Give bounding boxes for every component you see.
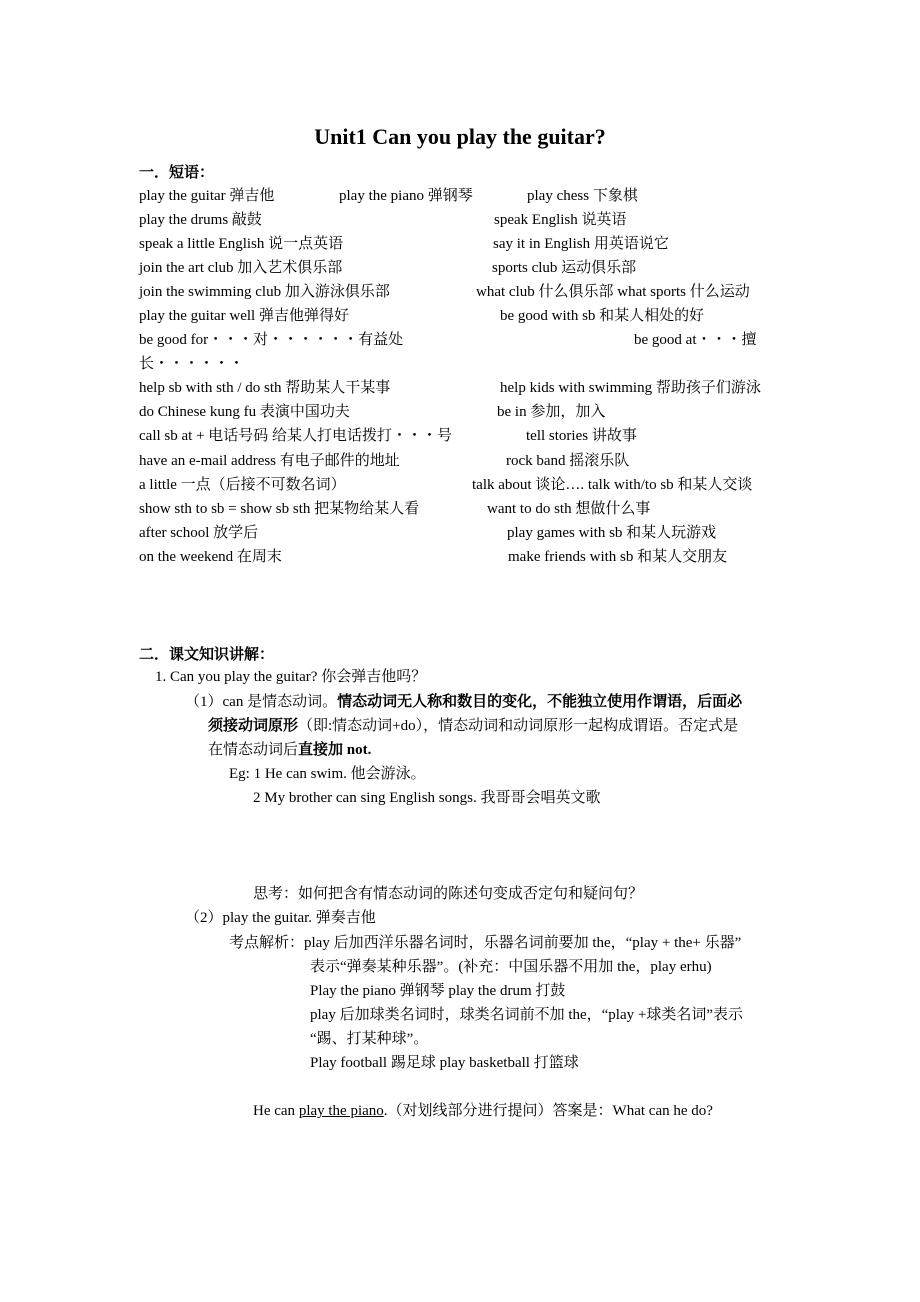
phrase: make friends with sb 和某人交朋友 — [508, 549, 728, 565]
phrase: play chess 下象棋 — [527, 188, 638, 204]
lesson-item: 1. Can you play the guitar? 你会弹吉他吗？ — [155, 669, 427, 685]
phrase: join the art club 加入艺术俱乐部 — [139, 260, 343, 276]
phrase: after school 放学后 — [139, 525, 259, 541]
phrase: talk about 谈论…. talk with/to sb 和某人交谈 — [472, 477, 753, 493]
analysis-line: Play the piano 弹钢琴 play the drum 打鼓 — [310, 983, 566, 999]
phrase: play games with sb 和某人玩游戏 — [507, 525, 717, 541]
phrase: rock band 摇滚乐队 — [506, 453, 630, 469]
phrase: join the swimming club 加入游泳俱乐部 — [139, 284, 390, 300]
phrase: a little 一点（后接不可数名词） — [139, 477, 346, 493]
phrase: play the guitar 弹吉他 — [139, 188, 275, 204]
section2-heading: 二．课文知识讲解： — [139, 647, 275, 663]
example-sentence: 2 My brother can sing English songs. 我哥哥会唱英文歌 — [253, 790, 601, 806]
phrase: call sb at + 电话号码 给某人打电话拨打・・・号 — [139, 428, 453, 444]
phrase: say it in English 用英语说它 — [493, 236, 669, 252]
example-sentence: Eg: 1 He can swim. 他会游泳。 — [229, 766, 426, 782]
phrase: 长・・・・・・ — [139, 356, 245, 372]
practice-question — [253, 1101, 713, 1121]
phrase: tell stories 讲故事 — [526, 428, 637, 444]
phrase: play the drums 敲鼓 — [139, 212, 262, 228]
phrase: be good with sb 和某人相处的好 — [500, 308, 705, 324]
question-text: .（对划线部分进行提问）答案是：What can he do? — [383, 1103, 713, 1119]
analysis-line: 表示“弹奏某种乐器”。(补充：中国乐器不用加 the，play erhu) — [310, 959, 712, 975]
analysis-line: “踢、打某种球”。 — [310, 1031, 429, 1047]
phrase: help kids with swimming 帮助孩子们游泳 — [500, 380, 761, 396]
phrase: what club 什么俱乐部 what sports 什么运动 — [476, 284, 750, 300]
question-text: He can — [253, 1103, 299, 1119]
grammar-text: （1）can 是情态动词。 — [185, 694, 338, 710]
phrase: on the weekend 在周末 — [139, 549, 282, 565]
page-title: Unit1 Can you play the guitar? — [314, 124, 606, 149]
grammar-text: （即:情态动词+do），情态动词和动词原形一起构成谓语。否定式是 — [298, 718, 739, 734]
grammar-point — [208, 716, 738, 736]
section1-heading: 一．短语： — [139, 165, 215, 181]
phrase: be in 参加，加入 — [497, 404, 606, 420]
grammar-bold: 须接动词原形 — [208, 718, 299, 734]
phrase: play the piano 弹钢琴 — [339, 188, 473, 204]
analysis-line: 考点解析：play 后加西洋乐器名词时，乐器名词前要加 the，“play + the+ 乐器” — [229, 935, 742, 951]
underlined-phrase: play the piano — [298, 1103, 384, 1119]
think-question: 思考：如何把含有情态动词的陈述句变成否定句和疑问句？ — [253, 886, 644, 902]
grammar-bold: 情态动词无人称和数目的变化，不能独立使用作谓语，后面必 — [337, 694, 743, 710]
grammar-point — [208, 740, 371, 760]
grammar-point — [185, 692, 742, 712]
phrase: be good at・・・擅 — [634, 332, 757, 348]
analysis-line: Play football 踢足球 play basketball 打篮球 — [310, 1055, 579, 1071]
phrase: help sb with sth / do sth 帮助某人干某事 — [139, 380, 391, 396]
phrase: speak a little English 说一点英语 — [139, 236, 344, 252]
phrase: speak English 说英语 — [494, 212, 627, 228]
grammar-point: （2）play the guitar. 弹奏吉他 — [185, 910, 376, 926]
phrase: play the guitar well 弹吉他弹得好 — [139, 308, 349, 324]
grammar-bold: 直接加 not. — [298, 742, 372, 758]
phrase: want to do sth 想做什么事 — [487, 501, 651, 517]
grammar-text: 在情态动词后 — [208, 742, 299, 758]
phrase: do Chinese kung fu 表演中国功夫 — [139, 404, 350, 420]
phrase: show sth to sb = show sb sth 把某物给某人看 — [139, 501, 420, 517]
phrase: be good for・・・对・・・・・・有益处 — [139, 332, 404, 348]
phrase: have an e-mail address 有电子邮件的地址 — [139, 453, 400, 469]
phrase: sports club 运动俱乐部 — [492, 260, 637, 276]
analysis-line: play 后加球类名词时，球类名词前不加 the，“play +球类名词”表示 — [310, 1007, 744, 1023]
